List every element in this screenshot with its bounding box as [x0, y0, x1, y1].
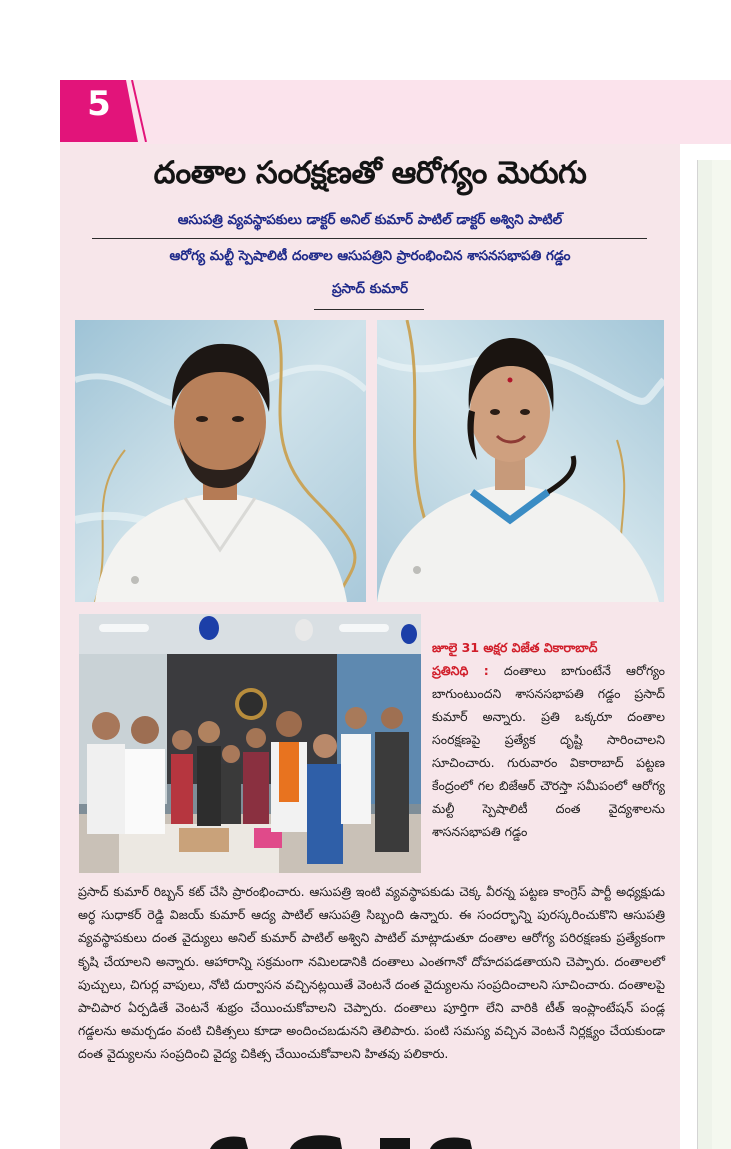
photo-doctor-ashwini-patil [377, 320, 664, 602]
page-header-band [60, 80, 731, 144]
next-article-headline-cropped [170, 1132, 550, 1149]
adjacent-column-edge [697, 160, 712, 1149]
article-lead-paragraph [432, 659, 665, 843]
article-location-tag: ప్రతినిధి : [432, 663, 489, 678]
article-subheadline-1: ఆసుపత్రి వ్యవస్థాపకులు డాక్టర్ అనిల్ కుమార్ పాటిల్ డాక్టర్ అశ్విని పాటిల్ [177, 212, 563, 228]
adjacent-column-edge-2 [712, 160, 731, 1149]
article-subheadline-3: ప్రసాద్ కుమార్ [331, 281, 409, 297]
article-headline: దంతాల సంరక్షణతో ఆరోగ్యం మెరుగు [153, 155, 587, 191]
page-number: 5 [87, 84, 111, 124]
photo-doctor-anil-kumar-patil [75, 320, 366, 602]
photo-hospital-inauguration [79, 614, 421, 873]
article-lead-text: దంతాలు బాగుంటేనే ఆరోగ్యం బాగుంటుందని శాసనసభాపతి గడ్డం ప్రసాద్ కుమార్ అన్నారు. ప్రతి ఒక్కరూ దంతాల సంరక్షణపై ప్రత్యేక దృష్టి సారించాలని సూచించారు. గురువారం వికారాబాద్ పట్టణ కేంద్రంలో గల బిజేఆర్ చౌరస్తా సమీపంలో ఆరోగ్య మల్టీ స్పెషాలిటీ దంత వైద్యశాలను శాసనసభాపతి గడ్డం [432, 663, 665, 839]
page-number-badge [60, 80, 150, 142]
subheadline-underline-2 [314, 309, 424, 310]
article-body-paragraph: ప్రసాద్ కుమార్ రిబ్బన్ కట్ చేసి ప్రారంభించారు. ఆసుపత్రి ఇంటి వ్యవస్థాపకుడు చెక్క వీరన్న పట్టణ కాంగ్రెస్ పార్టీ అధ్యక్షుడు అర్ధ సుధాకర్ రెడ్డి విజయ్ కుమార్ ఆద్య పాటిల్ ఆసుపత్రి సిబ్బంది ఉన్నారు. ఈ సందర్భాన్ని పురస్కరించుకొని ఆసుపత్రి వ్యవస్థాపకులు దంత వైద్యులు అనిల్ కుమార్ పాటిల్ అశ్విని పాటిల్ మాట్లాడుతూ దంతాల ఆరోగ్య పరిరక్షణకు ప్రత్యేకంగా కృషి చేయాలని అన్నారు. ఆహారాన్ని సక్రమంగా నమిలడానికి దంతాలు ఎంతగానో దోహదపడతాయని చెప్పారు. దంతాలలో పుచ్చులు, చిగుర్ల వాపులు, నోటి దుర్వాసన వచ్చినట్లయితే వెంటనే దంత వైద్యులను సంప్రదించాలని సూచించారు. దంతాలపై పాచిపార ఏర్పడితే వెంటనే శుభ్రం చేయించుకోవాలని చెప్పారు. దంతాలు పూర్తిగా లేని వారికి టీత్ ఇంప్లాంటేషన్ పండ్ల గడ్డలను అమర్చడం వంటి చికిత్సలు కూడా అందించబడునని తెలిపారు. పంటి సమస్య వచ్చిన వెంటనే నిర్లక్ష్యం చేయకుండా దంత వైద్యులను సంప్రదించి వైద్య చికిత్స చేయించుకోవాలని హితవు పలికారు. [78, 884, 665, 1062]
article-subheadline-2: ఆరోగ్య మల్టీ స్పెషాలిటీ దంతాల ఆసుపత్రిని ప్రారంభించిన శాసనసభాపతి గడ్డం [169, 248, 571, 264]
subheadline-underline-1 [92, 238, 647, 239]
article-dateline: జూలై 31 అక్షర విజేత వికారాబాద్ [432, 640, 598, 655]
